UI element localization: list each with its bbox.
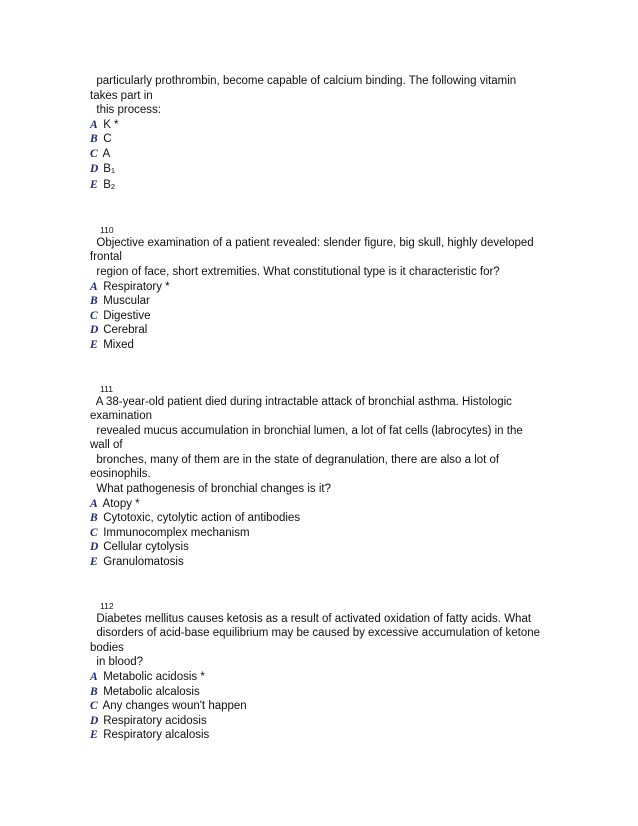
question-text-line: disorders of acid-base equilibrium may be caused by excessive accumulation of ketone <box>90 627 541 640</box>
option-text: Digestive <box>100 309 151 322</box>
option-letter: A <box>90 280 98 293</box>
option-letter: B <box>90 512 98 525</box>
question-number: 112 <box>100 600 114 611</box>
answer-option <box>90 162 550 179</box>
option-text: B <box>100 162 111 175</box>
option-letter: C <box>90 526 98 539</box>
question-text-line: examination <box>90 410 153 423</box>
option-text: Cellular cytolysis <box>100 541 189 554</box>
option-text: Immunocomplex mechanism <box>100 526 250 539</box>
question-112 <box>90 600 550 743</box>
option-text: Respiratory alcalosis <box>100 729 210 742</box>
question-text-line: bodies <box>90 641 124 654</box>
option-text: A <box>100 147 111 160</box>
answer-option <box>90 526 550 541</box>
answer-option <box>90 280 550 295</box>
option-text: Cytotoxic, cytolytic action of antibodies <box>100 512 301 525</box>
option-letter: E <box>90 556 98 569</box>
question-text-line: this process: <box>90 104 161 117</box>
answer-option <box>90 497 550 512</box>
option-text: Muscular <box>100 295 150 308</box>
question-110 <box>90 224 550 353</box>
spacer <box>90 195 550 224</box>
option-text: Respiratory acidosis <box>100 714 207 727</box>
answer-option <box>90 555 550 570</box>
option-text: Metabolic alcalosis <box>100 685 200 698</box>
option-text: Respiratory * <box>100 280 170 293</box>
option-letter: D <box>90 714 99 727</box>
option-letter: C <box>90 700 98 713</box>
question-number: 110 <box>100 224 114 235</box>
answer-option <box>90 118 550 133</box>
answer-option <box>90 685 550 700</box>
answer-option <box>90 714 550 729</box>
option-text: Atopy * <box>100 497 140 510</box>
option-text: Granulomatosis <box>100 556 184 569</box>
answer-option <box>90 670 550 685</box>
question-text-line: in blood? <box>90 656 144 669</box>
question-text-line: revealed mucus accumulation in bronchial lumen, a lot of fat cells (labrocytes) in the <box>90 424 523 437</box>
option-letter: B <box>90 685 98 698</box>
option-letter: A <box>90 118 98 131</box>
answer-option <box>90 699 550 714</box>
question-text-line: A 38-year-old patient died during intractable attack of bronchial asthma. Histologic <box>90 395 512 408</box>
option-text: K * <box>100 118 119 131</box>
option-letter: C <box>90 147 98 160</box>
spacer <box>90 353 550 383</box>
question-text-line: Objective examination of a patient revealed: slender figure, big skull, highly developed <box>90 236 534 249</box>
option-letter: A <box>90 671 98 683</box>
option-letter: E <box>90 338 98 351</box>
answer-option <box>90 511 550 526</box>
option-text: Metabolic acidosis * <box>100 671 205 683</box>
option-text: Cerebral <box>100 324 148 337</box>
answer-option <box>90 178 550 195</box>
question-text-line: Diabetes mellitus causes ketosis as a result of activated oxidation of fatty acids. What <box>90 612 532 625</box>
option-letter: C <box>90 309 98 322</box>
question-text-line: takes part in <box>90 89 153 102</box>
option-letter: D <box>90 541 99 554</box>
question-text-line: What pathogenesis of bronchial changes is it? <box>90 483 332 496</box>
option-letter: A <box>90 497 98 510</box>
option-text: C <box>100 133 112 146</box>
answer-option <box>90 309 550 324</box>
option-text: Any changes woun't happen <box>100 700 247 713</box>
option-letter: D <box>90 162 99 175</box>
option-subscript: 1 <box>110 165 116 175</box>
question-number: 111 <box>100 383 113 394</box>
option-letter: E <box>90 729 98 742</box>
question-text-line: particularly prothrombin, become capable of calcium binding. The following vitamin <box>90 75 517 87</box>
option-letter: E <box>90 179 98 192</box>
spacer <box>90 570 550 600</box>
question-111 <box>90 383 550 570</box>
option-letter: B <box>90 295 98 308</box>
answer-option <box>90 540 550 555</box>
question-text-line: wall of <box>90 439 123 452</box>
option-text: B <box>100 179 111 192</box>
answer-option <box>90 294 550 309</box>
answer-option <box>90 338 550 353</box>
document-page <box>90 74 550 743</box>
question-text-line: frontal <box>90 251 122 264</box>
answer-option <box>90 323 550 338</box>
answer-option <box>90 728 550 743</box>
question-text-line: region of face, short extremities. What constitutional type is it characteristic for? <box>90 265 500 278</box>
question-continuation <box>90 74 550 195</box>
option-letter: B <box>90 133 98 146</box>
option-subscript: 2 <box>110 182 116 192</box>
question-text-line: bronches, many of them are in the state of degranulation, there are also a lot of <box>90 453 500 466</box>
option-text: Mixed <box>100 338 134 351</box>
question-text-line: eosinophils. <box>90 468 151 481</box>
option-letter: D <box>90 324 99 337</box>
answer-option <box>90 132 550 147</box>
answer-option <box>90 147 550 162</box>
